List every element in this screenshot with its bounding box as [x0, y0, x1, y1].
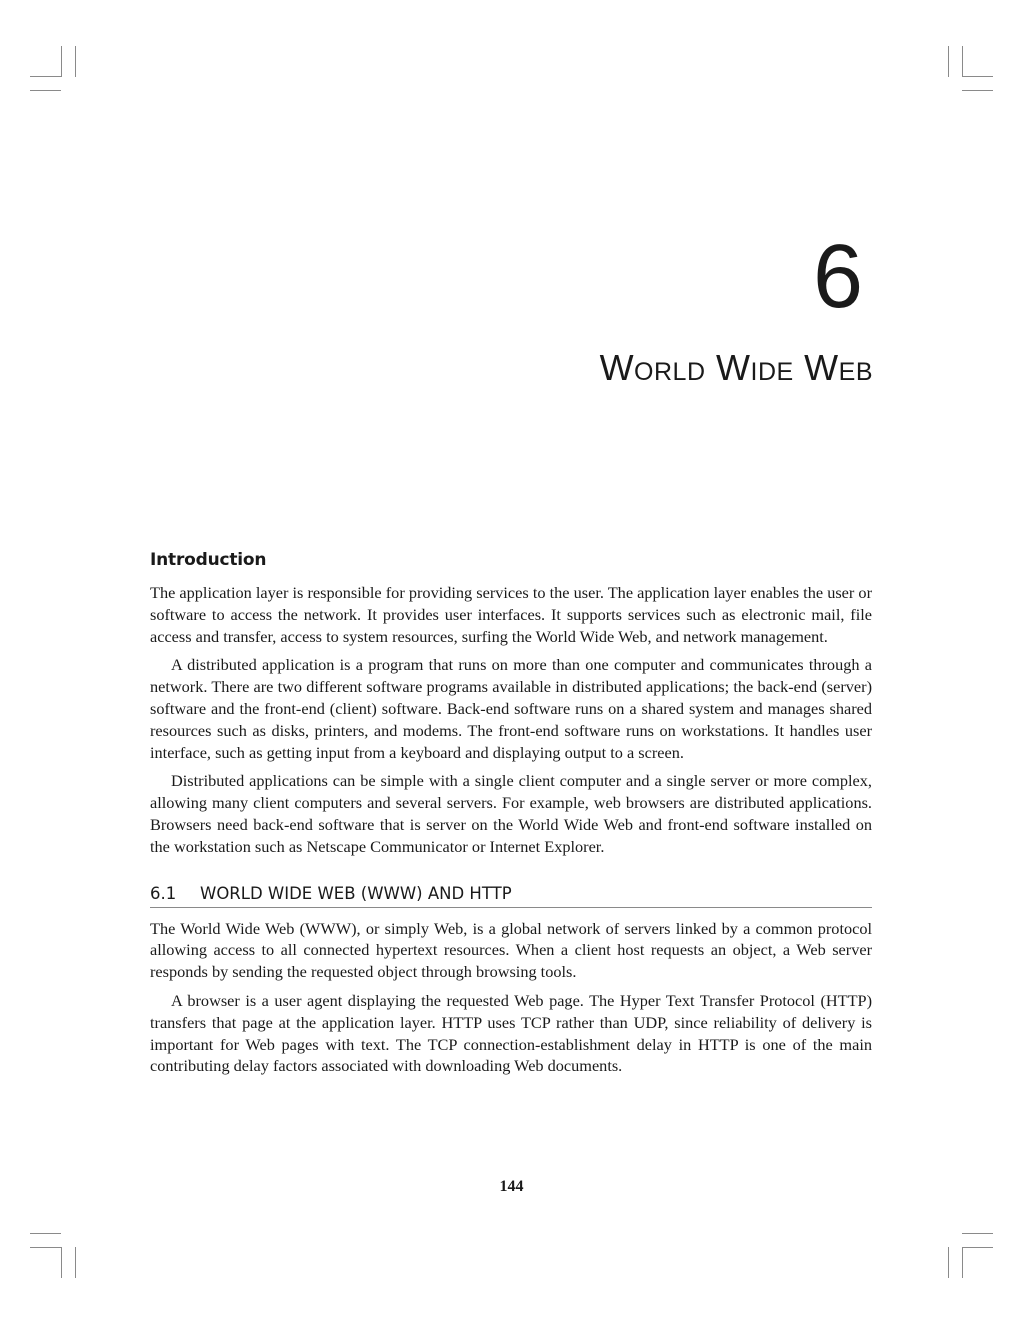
chapter-number: 6 [812, 227, 863, 327]
section-heading [150, 883, 872, 908]
section-number: 6.1 [150, 883, 177, 903]
page-body [150, 548, 872, 1084]
crop-mark [962, 1233, 993, 1234]
section-paragraph-1: The World Wide Web (WWW), or simply Web, is a global network of servers linked by a common protocol allowing access to all connected hypertext resources. When a client host requests an object, a Web server responds by sending the requested object through browsing tools. [150, 918, 872, 982]
crop-mark [30, 90, 61, 91]
crop-mark [61, 46, 62, 77]
introduction-heading: Introduction [150, 550, 267, 570]
crop-mark [962, 46, 963, 77]
intro-paragraph-3: Distributed applications can be simple with a single client computer and a single server or more complex, allowing many client computers and several servers. For example, web browsers are distributed applications. Browsers need back-end software that is server on the World Wide Web and front-end software installed on the workstation such as Netscape Communicator or Internet Explorer. [150, 771, 872, 856]
section-title: WORLD WIDE WEB (WWW) AND HTTP [200, 883, 512, 903]
crop-mark [948, 46, 949, 77]
chapter-title: World Wide Web [599, 347, 873, 388]
crop-mark [30, 1233, 61, 1234]
crop-mark [962, 76, 993, 77]
crop-mark [30, 1247, 61, 1248]
intro-paragraph-1: The application layer is responsible for providing services to the user. The application layer enables the user or software to access the network. It provides user interfaces. It supports services such as electronic mail, file access and transfer, access to system resources, surfing the World Wide Web, and network management. [150, 583, 872, 646]
crop-mark [75, 1247, 76, 1278]
crop-mark [962, 90, 993, 91]
crop-mark [75, 46, 76, 77]
crop-mark [962, 1247, 963, 1278]
crop-mark [30, 76, 61, 77]
crop-mark [61, 1247, 62, 1278]
page-number: 144 [499, 1178, 524, 1195]
crop-mark [962, 1247, 993, 1248]
section-paragraph-2: A browser is a user agent displaying the requested Web page. The Hyper Text Transfer Protocol (HTTP) transfers that page at the application layer. HTTP uses TCP rather than UDP, since reliability of delivery is important for Web pages with text. The TCP connection-establishment delay in HTTP is one of the main contributing delay factors associated with downloading Web documents. [150, 990, 872, 1076]
crop-mark [948, 1247, 949, 1278]
intro-paragraph-2: A distributed application is a program that runs on more than one computer and communicates through a network. There are two different software programs available in distributed applications; the back-end (server) software and the front-end (client) software. Back-end software runs on a shared system and manages shared resources such as disks, printers, and modems. The front-end software runs on workstations. It handles user interface, such as getting input from a keyboard and displaying output to a screen. [150, 655, 872, 762]
